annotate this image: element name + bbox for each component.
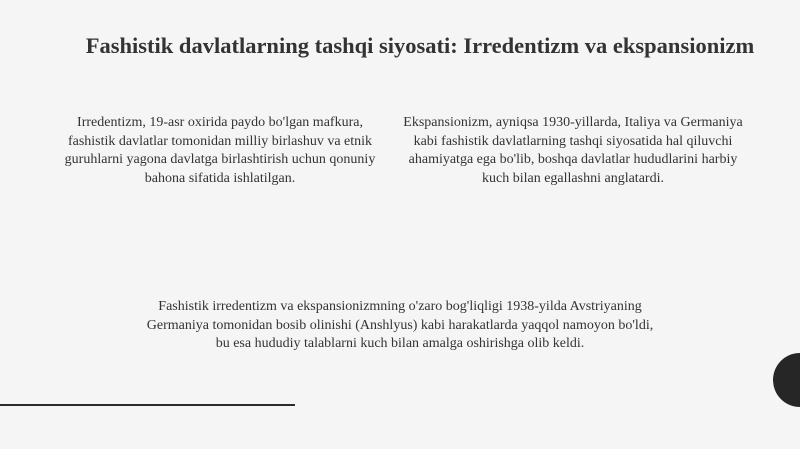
- slide-title: Fashistik davlatlarning tashqi siyosati: Irredentizm va ekspansionizm: [85, 33, 755, 58]
- irredentism-paragraph: Irredentizm, 19-asr oxirida paydo bo'lgan mafkura, fashistik davlatlar tomonidan milliy birlashuv va etnik guruhlarni yagona davlatga birlashtirish uchun qonuniy bahona sifatida ishlatilgan.: [64, 115, 376, 187]
- connection-paragraph: Fashistik irredentizm va ekspansionizmning o'zaro bog'liqligi 1938-yilda Avstriyaning Germaniya tomonidan bosib olinishi (Anshlyus) kabi harakatlarda yaqqol namoyon bo'ldi, bu esa hududiy talablarni kuch bilan amalga oshirishga olib keldi.: [146, 299, 654, 352]
- expansionism-paragraph: Ekspansionizm, ayniqsa 1930-yillarda, Italiya va Germaniya kabi fashistik davlatlarning tashqi siyosatida hal qiluvchi ahamiyatga ega bo'lib, boshqa davlatlar hududlarini harbiy kuch bilan egallashni anglatardi.: [403, 115, 743, 187]
- decorative-circle: [773, 353, 800, 407]
- decorative-divider-line: [0, 404, 295, 406]
